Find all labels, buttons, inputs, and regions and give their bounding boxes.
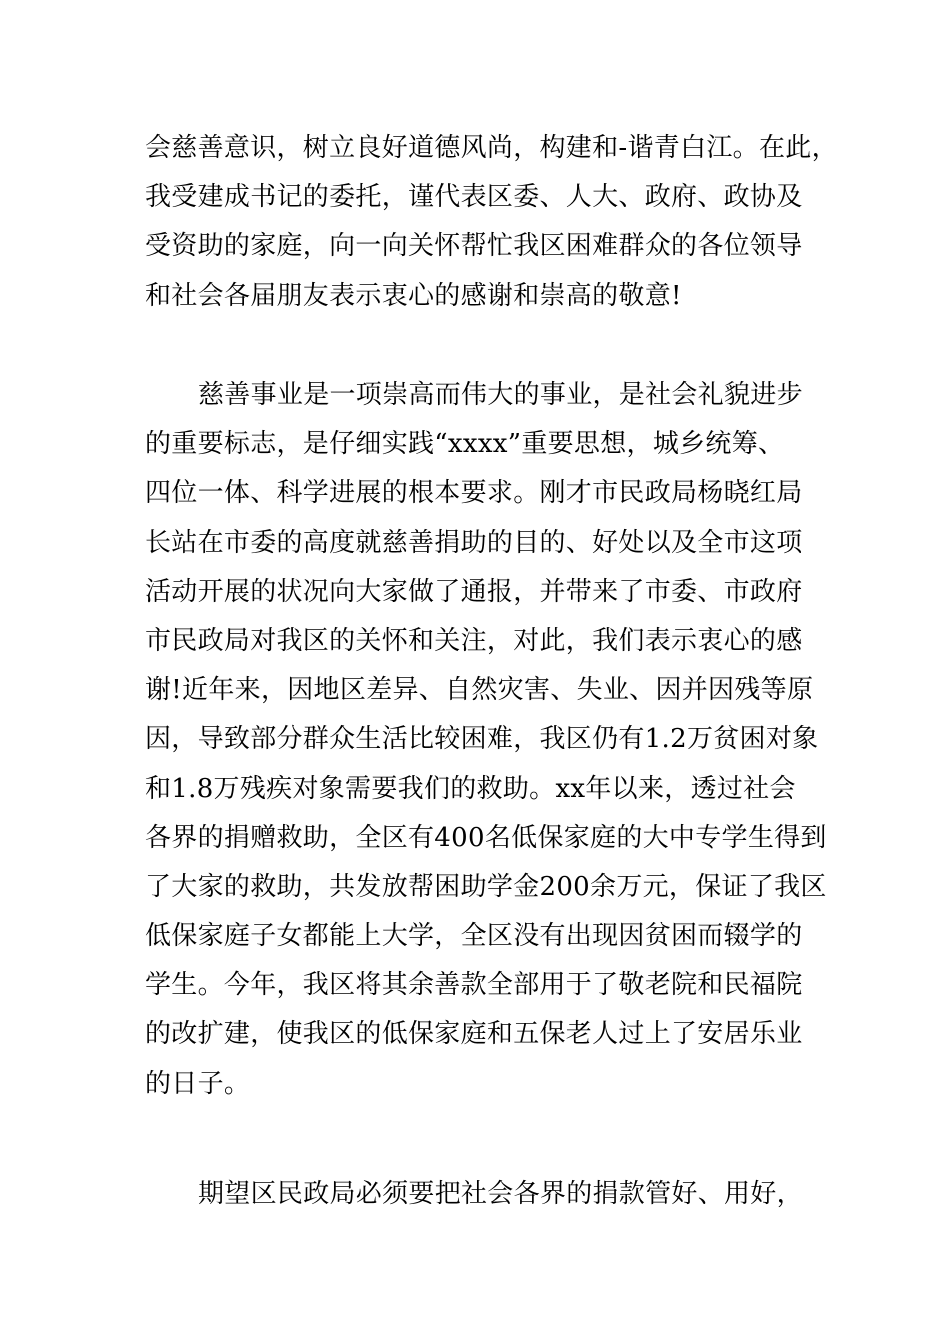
text-line: 活动开展的状况向大家做了通报，并带来了市委、市政府: [145, 576, 803, 607]
text-line: 我受建成书记的委托，谨代表区委、人大、政府、政协及: [145, 182, 803, 213]
paragraph-2: [145, 371, 827, 1109]
text-line: 期望区民政局必须要把社会各界的捐款管好、用好，: [198, 1179, 803, 1209]
text-line: 低保家庭子女都能上大学，全区没有出现因贫困而辍学的: [145, 921, 803, 952]
paragraph-3: [145, 1170, 810, 1219]
text-line: 各界的捐赠救助，全区有400名低保家庭的大中专学生得到: [145, 822, 827, 853]
text-line: 的改扩建，使我区的低保家庭和五保老人过上了安居乐业: [145, 1019, 803, 1050]
text-line: 谢!近年来，因地区差异、自然灾害、失业、因并因残等原: [145, 675, 814, 706]
text-line: 市民政局对我区的关怀和关注，对此，我们表示衷心的感: [145, 625, 803, 656]
text-line: 了大家的救助，共发放帮困助学金200余万元，保证了我区: [145, 871, 827, 902]
text-line: 因，导致部分群众生活比较困难，我区仍有1.2万贫困对象: [145, 724, 819, 755]
text-line: 长站在市委的高度就慈善捐助的目的、好处以及全市这项: [145, 527, 803, 558]
text-line: 和社会各届朋友表示衷心的感谢和崇高的敬意!: [145, 280, 682, 311]
text-line: 四位一体、科学进展的根本要求。刚才市民政局杨晓红局: [145, 478, 803, 509]
text-line: 和1.8万残疾对象需要我们的救助。xx年以来，透过社会: [145, 773, 796, 804]
paragraph-1: [145, 124, 838, 321]
text-line: 的日子。: [145, 1068, 251, 1099]
text-line: 学生。今年，我区将其余善款全部用于了敬老院和民福院: [145, 970, 803, 1001]
text-line: 的重要标志，是仔细实践“xxxx”重要思想，城乡统筹、: [145, 429, 785, 460]
text-line: 慈善事业是一项崇高而伟大的事业，是社会礼貌进步: [198, 380, 803, 410]
text-line: 受资助的家庭，向一向关怀帮忙我区困难群众的各位领导: [145, 231, 803, 262]
text-line: 会慈善意识，树立良好道德风尚，构建和-谐青白江。在此，: [145, 133, 838, 163]
